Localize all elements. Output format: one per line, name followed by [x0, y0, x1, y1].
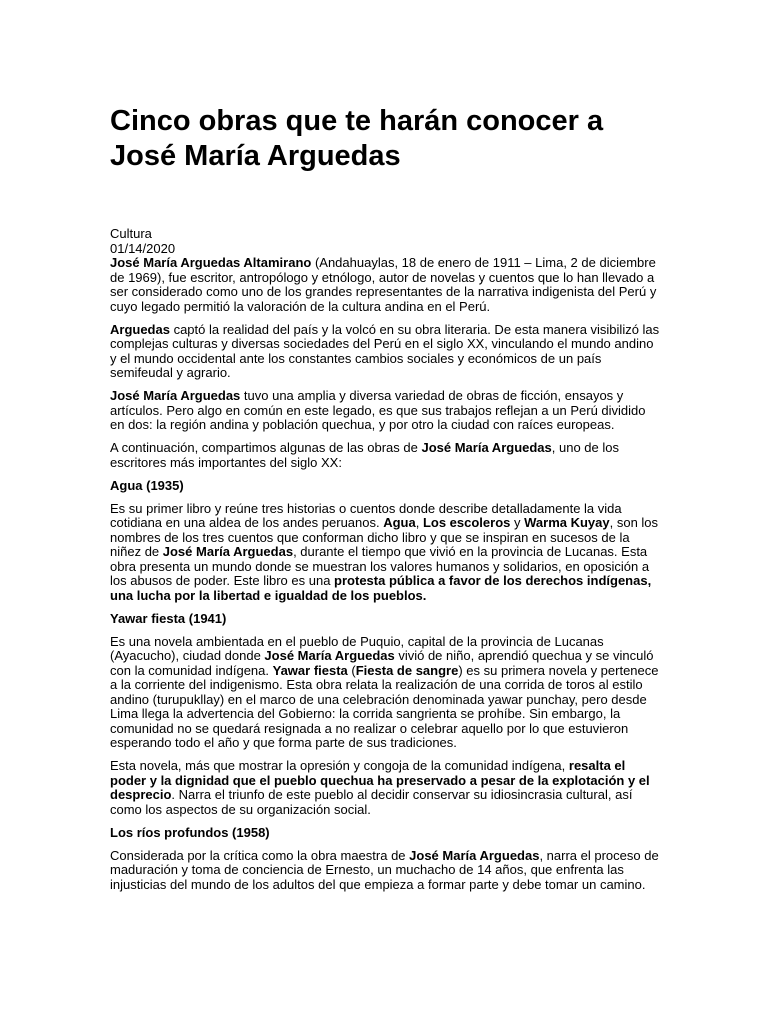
bold-text: José María Arguedas Altamirano [110, 255, 312, 270]
text: , son los nombres de los tres cuentos que conforman dicho libro y que se inspiran en sucesos de la niñez de [110, 515, 659, 559]
bold-text: José María Arguedas [409, 847, 540, 863]
paragraph [110, 635, 660, 751]
article-date: 01/14/2020 [110, 241, 176, 256]
text: (Andahuaylas, 18 de enero de 1911 – Lima, 2 de diciembre de 1969), fue escritor, antropólogo y etnólogo, autor de novelas y cuentos que lo han llevado a ser considerado como uno de los grandes representantes de la narrativa indigenista del Perú y cuyo legado permitió la valoración de la cultura andina en el Perú. [110, 255, 657, 314]
article-category: Cultura [110, 226, 152, 241]
bold-text: Agua [383, 515, 416, 530]
bold-text: José María Arguedas [110, 388, 241, 403]
text: . Narra el triunfo de este pueblo al decidir conservar su idiosincrasia cultural, así como los aspectos de su organización social. [110, 787, 633, 817]
section-heading [110, 479, 660, 494]
paragraph [110, 389, 660, 433]
text: , durante el tiempo que vivió en la provincia de Lucanas. Esta obra presenta un mundo donde se muestran los valores humanos y solidarios, en oposición a los abusos de poder. Este libro es una [110, 544, 650, 588]
text: , [415, 515, 423, 530]
text: captó la realidad del país y la volcó en su obra literaria. De esta manera visibilizó las complejas culturas y diversas sociedades del Perú en el siglo XX, vinculando el mundo andino y el mundo occidental ante los constantes cambios sociales y económicos de un país semifeudal y agrario. [110, 321, 660, 380]
article-body [110, 256, 660, 892]
text: Considerada por la crítica como la obra maestra de [110, 847, 410, 863]
bold-text: Los ríos profundos (1958) [110, 824, 270, 840]
article [110, 104, 660, 901]
bold-text: Agua (1935) [110, 477, 184, 493]
section-heading [110, 612, 660, 627]
paragraph [110, 849, 660, 893]
bold-text: José María Arguedas [162, 544, 294, 559]
paragraph [110, 323, 660, 381]
text: Esta novela, más que mostrar la opresión y congoja de la comunidad indígena, [110, 758, 569, 773]
page-title: Cinco obras que te harán conocer a José María Arguedas [110, 105, 604, 172]
bold-text: Warma Kuyay [524, 515, 610, 530]
paragraph [110, 759, 660, 817]
text: Es su primer libro y reúne tres historias o cuentos donde describe detalladamente la vida cotidiana en una aldea de los andes peruanos. [110, 500, 622, 530]
text: vivió de niño, aprendió quechua y se vinculó con la comunidad indígena. [110, 648, 654, 678]
text: ( [347, 662, 356, 678]
bold-text: Yawar fiesta [272, 662, 348, 678]
text: tuvo una amplia y diversa variedad de obras de ficción, ensayos y artículos. Pero algo en común en este legado, es que sus trabajos reflejan a un Perú dividido en dos: la región andina y población quechua, y por otro la ciudad con raíces europeas. [110, 388, 646, 432]
bold-text: Los escoleros [422, 515, 511, 530]
bold-text: Fiesta de sangre [355, 662, 459, 678]
text: , uno de los escritores más importantes del siglo XX: [110, 440, 619, 470]
text: y [510, 515, 525, 530]
section-heading [110, 826, 660, 841]
bold-text: resalta el poder y la dignidad que el pueblo quechua ha preservado a pesar de la explotación y el desprecio [110, 758, 650, 802]
bold-text: protesta pública a favor de los derechos indígenas, una lucha por la libertad e igualdad de los pueblos. [110, 573, 652, 603]
bold-text: José María Arguedas [264, 648, 395, 663]
paragraph [110, 256, 660, 314]
bold-text: José María Arguedas [421, 440, 552, 455]
paragraph [110, 441, 660, 470]
paragraph [110, 502, 660, 604]
text: A continuación, compartimos algunas de las obras de [110, 440, 422, 455]
text: Es una novela ambientada en el pueblo de Puquio, capital de la provincia de Lucanas (Ayacucho), ciudad donde [110, 633, 604, 663]
bold-text: Yawar fiesta (1941) [110, 610, 227, 626]
text: , narra el proceso de maduración y toma de conciencia de Ernesto, un muchacho de 14 años, que enfrenta las injusticias del mundo de los adultos del que empieza a formar parte y debe tomar un camino. [110, 847, 659, 892]
text: ) es su primera novela y pertenece a la corriente del indigenismo. Esta obra relata la realización de una corrida de toros al estilo andino (turupukllay) en el marco de una celebración denominada yawar punchay, pero desde Lima llega la advertencia del Gobierno: la corrida sangrienta se prohíbe. Sin embargo, la comunidad no se quedará resignada a no realizar o celebrar aquello por lo que estuvieron esperando todo el año y que forma parte de sus tradiciones. [110, 662, 659, 750]
bold-text: Arguedas [110, 321, 170, 337]
